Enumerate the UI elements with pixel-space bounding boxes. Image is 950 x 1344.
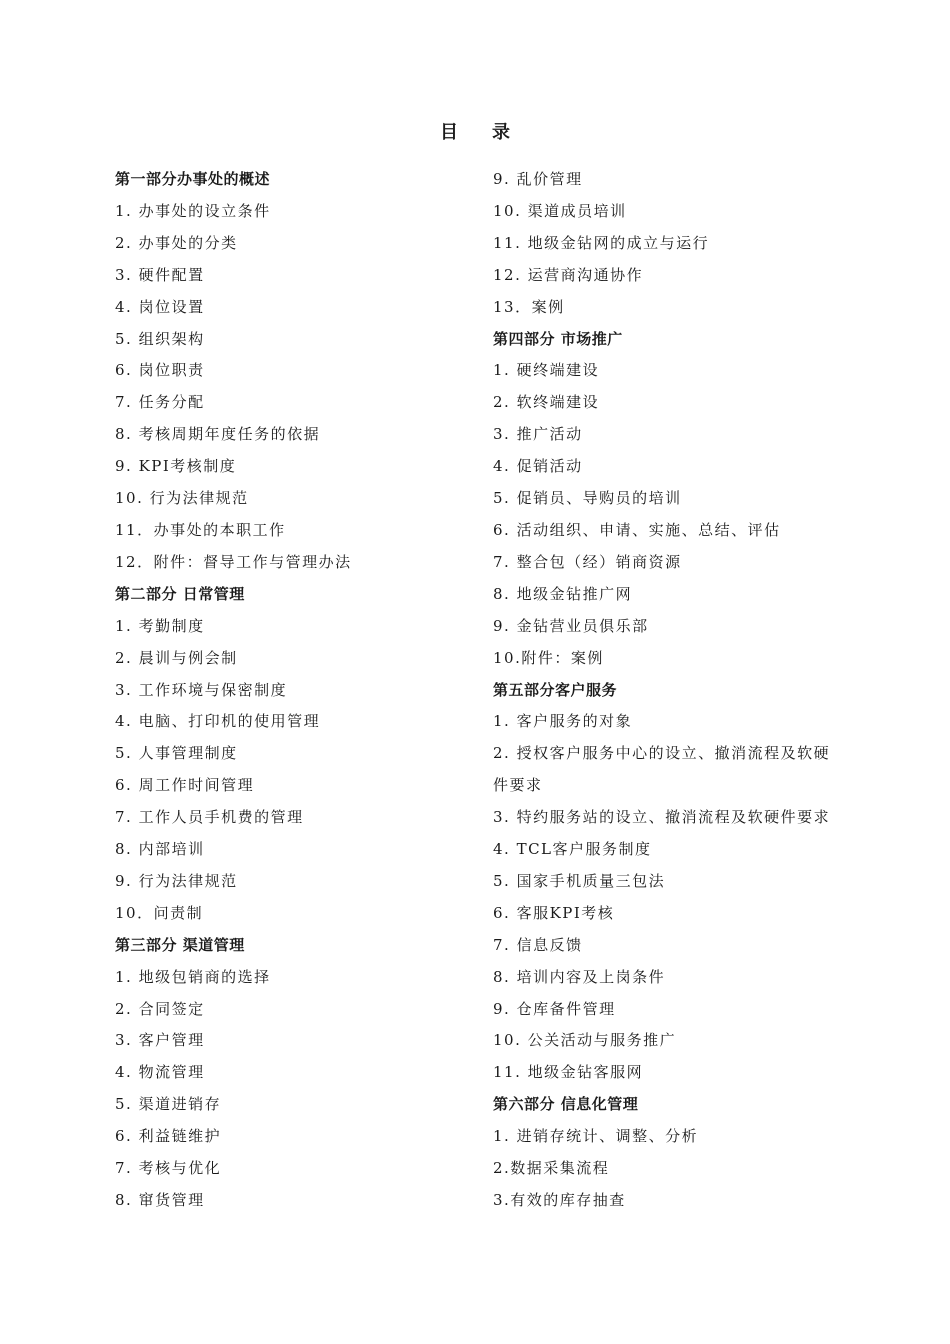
toc-entry: 8. 地级金钻推广网	[493, 584, 633, 603]
toc-entry: 1. 地级包销商的选择	[115, 967, 271, 986]
toc-entry: 2. 办事处的分类	[115, 233, 238, 252]
toc-entry: 8. 窜货管理	[115, 1191, 205, 1209]
toc-entry: 10. 公关活动与服务推广	[493, 1031, 677, 1050]
toc-section-heading: 第六部分 信息化管理	[493, 1095, 639, 1114]
toc-entry: 4. 物流管理	[115, 1063, 205, 1082]
toc-entry: 1. 办事处的设立条件	[115, 201, 271, 220]
toc-entry: 4. 促销活动	[493, 457, 583, 476]
toc-entry: 9. 行为法律规范	[115, 871, 238, 890]
toc-entry: 10.附件：案例	[493, 648, 604, 667]
page-title: 目录	[440, 122, 544, 143]
toc-entry: 5. 渠道进销存	[115, 1095, 222, 1114]
toc-entry: 4. 岗位设置	[115, 297, 205, 316]
toc-entry: 12．附件：督导工作与管理办法	[115, 552, 352, 571]
toc-entry: 11．办事处的本职工作	[115, 520, 286, 539]
toc-entry: 1. 客户服务的对象	[493, 712, 633, 731]
toc-entry: 2. 晨训与例会制	[115, 648, 238, 667]
toc-entry: 11. 地级金钻客服网	[493, 1063, 644, 1082]
toc-entry: 10．问责制	[115, 903, 204, 922]
toc-entry: 3. 工作环境与保密制度	[115, 680, 288, 699]
toc-entry: 1. 进销存统计、调整、分析	[493, 1127, 699, 1146]
toc-section-heading: 第一部分办事处的概述	[115, 170, 271, 188]
toc-entry: 2. 授权客户服务中心的设立、撤消流程及软硬件要求	[493, 744, 831, 795]
toc-section-heading: 第三部分 渠道管理	[115, 935, 245, 954]
toc-entry: 5. 促销员、导购员的培训	[493, 489, 682, 508]
toc-entry: 4. 电脑、打印机的使用管理	[115, 712, 321, 731]
toc-entry: 1. 考勤制度	[115, 616, 205, 635]
toc-entry: 5. 组织架构	[115, 329, 205, 348]
toc-entry: 3.有效的库存抽查	[493, 1191, 626, 1209]
toc-entry: 7. 信息反馈	[493, 935, 583, 954]
toc-entry: 7. 工作人员手机费的管理	[115, 808, 304, 827]
toc-entry: 7. 考核与优化	[115, 1159, 222, 1178]
toc-entry: 3. 硬件配置	[115, 265, 205, 284]
toc-entry: 9. KPI考核制度	[115, 457, 237, 476]
toc-entry: 8. 内部培训	[115, 840, 205, 859]
toc-entry: 11. 地级金钻网的成立与运行	[493, 233, 710, 252]
toc-entry: 13．案例	[493, 297, 565, 316]
toc-entry: 7. 任务分配	[115, 393, 205, 412]
toc-entry: 8. 培训内容及上岗条件	[493, 967, 666, 986]
toc-entry: 4. TCL客户服务制度	[493, 840, 652, 859]
toc-section-heading: 第二部分 日常管理	[115, 584, 245, 603]
toc-entry: 8. 考核周期年度任务的依据	[115, 425, 321, 444]
toc-entry: 12. 运营商沟通协作	[493, 265, 644, 284]
toc-entry: 2. 合同签定	[115, 999, 205, 1018]
toc-entry: 6. 客服KPI考核	[493, 903, 615, 922]
toc-entry: 5. 国家手机质量三包法	[493, 871, 666, 890]
toc-entry: 3. 推广活动	[493, 425, 583, 444]
toc-entry: 6. 利益链维护	[115, 1127, 222, 1146]
toc-entry: 10. 渠道成员培训	[493, 201, 627, 220]
toc-left-column	[115, 164, 475, 1217]
toc-entry: 2. 软终端建设	[493, 393, 600, 412]
toc-entry: 6. 岗位职责	[115, 361, 205, 380]
toc-entry: 10. 行为法律规范	[115, 489, 249, 508]
toc-entry: 9. 仓库备件管理	[493, 999, 616, 1018]
toc-entry: 3. 特约服务站的设立、撤消流程及软硬件要求	[493, 808, 831, 827]
toc-entry: 3. 客户管理	[115, 1031, 205, 1050]
toc-entry: 6. 活动组织、申请、实施、总结、评估	[493, 520, 781, 539]
toc-entry: 7. 整合包（经）销商资源	[493, 552, 682, 571]
toc-entry: 2.数据采集流程	[493, 1159, 610, 1178]
toc-entry: 6. 周工作时间管理	[115, 776, 255, 795]
toc-entry: 1. 硬终端建设	[493, 361, 600, 380]
toc-entry: 9. 金钻营业员俱乐部	[493, 616, 649, 635]
toc-right-column	[493, 164, 838, 1217]
toc-entry: 9. 乱价管理	[493, 170, 583, 188]
toc-section-heading: 第五部分客户服务	[493, 680, 618, 699]
toc-entry: 5. 人事管理制度	[115, 744, 238, 763]
toc-section-heading: 第四部分 市场推广	[493, 329, 623, 348]
